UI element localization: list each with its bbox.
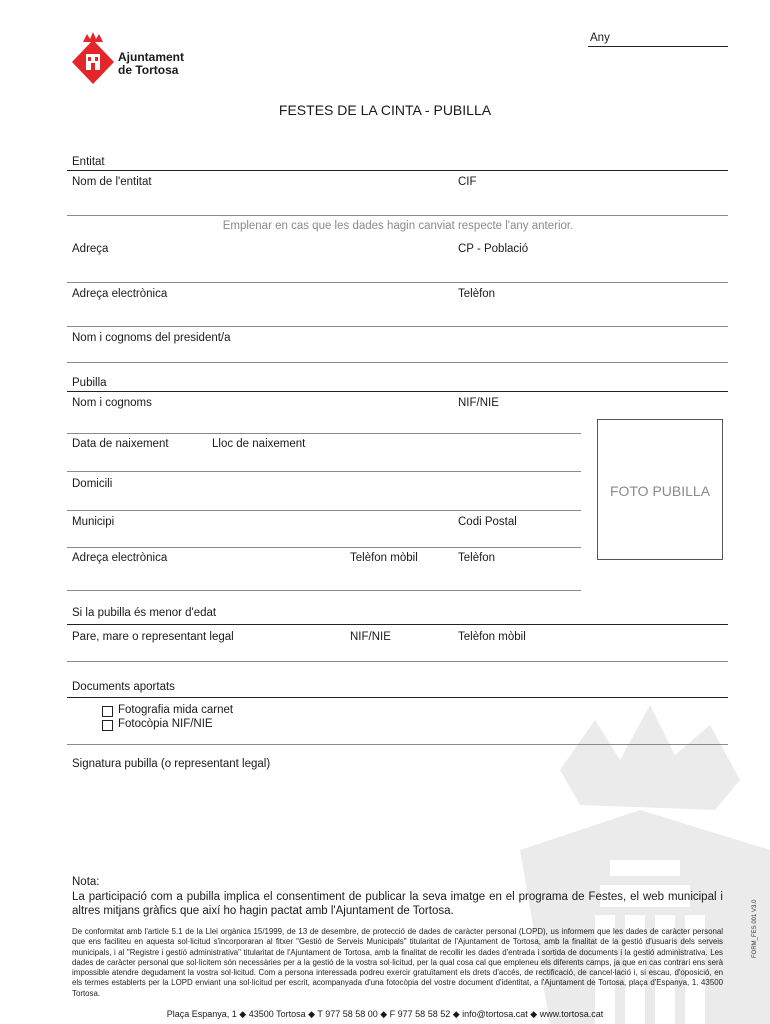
document-item-label: Fotografia mida carnet <box>118 704 234 716</box>
note-title: Nota: <box>72 876 100 888</box>
pubilla-nif-field[interactable] <box>456 408 584 436</box>
section-rule <box>67 391 728 392</box>
logo-line1: Ajuntament <box>118 50 184 64</box>
pubilla-mobil-field[interactable] <box>348 564 456 592</box>
logo-line2: de Tortosa <box>118 63 179 77</box>
photo-box-label: FOTO PUBILLA <box>609 483 711 499</box>
entitat-cif-label: CIF <box>458 176 477 188</box>
pubilla-lloc-label: Lloc de naixement <box>212 438 306 450</box>
logo <box>70 30 200 86</box>
pubilla-municipi-label: Municipi <box>72 516 115 528</box>
menor-mobil-label: Telèfon mòbil <box>458 631 526 643</box>
row-rule <box>67 661 728 662</box>
section-documents: Documents aportats <box>72 681 175 693</box>
row-rule <box>67 471 581 472</box>
entitat-adreca-label: Adreça <box>72 243 109 255</box>
section-rule <box>67 170 728 171</box>
year-label: Any <box>590 32 610 44</box>
section-pubilla: Pubilla <box>72 377 107 389</box>
section-entitat: Entitat <box>72 156 105 168</box>
entitat-cp-field[interactable] <box>456 256 730 284</box>
row-rule <box>67 362 728 363</box>
photo-box[interactable] <box>597 419 723 560</box>
row-rule <box>67 326 728 327</box>
signature-area[interactable] <box>70 775 500 870</box>
entitat-telefon-label: Telèfon <box>458 288 496 300</box>
checkbox-fotocopia[interactable] <box>102 720 113 731</box>
legal-text: De conformitat amb l'article 5.1 de la Llei orgànica 15/1999, de 13 de desembre, de protecció de dades de caràcter personal (LOPD), us informem que les dades de caràcter personal que ens faciliteu en aquesta sol·licitud s'incorporaran al fitxer "Gestió de Serveis Municipals" titularitat de l'Ajuntament de Tortosa, amb la finalitat de la gestió d'usuaris dels serveis municipals, i al "Registre i gestió administrativa" titularitat de l'Ajuntament de Tortosa, amb la finalitat de recollir les dades d'entrada i sortida de documents i la gestió administrativa. Les dades de caràcter personal que sol·licitem són necessàries per a la gestió de la vostra sol·licitud, per la qual cosa cal que empleneu els diferents camps, ja que en cas contrari ens serà impossible atendre degudament la vostra sol·licitud. Com a persona interessada podreu exercir gratuïtament els drets d'accés, de rectificació, de cancel·lació i, si escau, d'oposició, en els termes establerts per la LOPD enviant una sol·licitud per escrit, acompanyada d'una fotocòpia del vostre document d'identitat, a l'Ajuntament de Tortosa, plaça d'Espanya, 1. 43500 Tortosa. <box>72 927 723 998</box>
pubilla-data-label: Data de naixement <box>72 438 169 450</box>
form-code: FORM_FES 001 V3.0 <box>752 899 758 958</box>
pubilla-nif-label: NIF/NIE <box>458 397 499 409</box>
document-item-label: Fotocòpia NIF/NIE <box>118 718 213 730</box>
pubilla-nom-field[interactable] <box>70 408 454 436</box>
entitat-email-field[interactable] <box>70 301 454 329</box>
entitat-hint: Emplenar en cas que les dades hagin canviat respecte l'any anterior. <box>222 220 574 232</box>
row-rule <box>67 547 581 548</box>
pubilla-mobil-label: Telèfon mòbil <box>350 552 418 564</box>
page-title: FESTES DE LA CINTA - PUBILLA <box>278 102 492 118</box>
year-field[interactable] <box>612 24 730 52</box>
section-rule <box>67 697 728 698</box>
checkbox-fotografia[interactable] <box>102 706 113 717</box>
entitat-nom-label: Nom de l'entitat <box>72 176 152 188</box>
entitat-adreca-field[interactable] <box>70 256 454 284</box>
pubilla-cp-label: Codi Postal <box>458 516 517 528</box>
entitat-email-label: Adreça electrònica <box>72 288 168 300</box>
entitat-cp-label: CP - Població <box>458 243 529 255</box>
pubilla-nom-label: Nom i cognoms <box>72 397 152 409</box>
tortosa-crest-icon <box>70 30 116 84</box>
section-rule <box>67 624 728 625</box>
entitat-cif-field[interactable] <box>456 190 730 218</box>
row-rule <box>67 433 581 434</box>
row-rule <box>67 744 728 745</box>
pubilla-telefon-label: Telèfon <box>458 552 496 564</box>
pubilla-telefon-field[interactable] <box>456 564 584 592</box>
pubilla-domicili-field[interactable] <box>70 488 584 516</box>
menor-representant-label: Pare, mare o representant legal <box>72 631 234 643</box>
pubilla-domicili-label: Domicili <box>72 478 113 490</box>
pubilla-email-field[interactable] <box>70 564 346 592</box>
entitat-telefon-field[interactable] <box>456 301 730 329</box>
signature-label: Signatura pubilla (o representant legal) <box>72 758 271 770</box>
footer-contact: Plaça Espanya, 1 ◆ 43500 Tortosa ◆ T 977 58 58 00 ◆ F 977 58 58 52 ◆ info@tortosa.cat ◆ www.tortosa.cat <box>166 1009 604 1019</box>
section-menor: Si la pubilla és menor d'edat <box>72 607 217 619</box>
note-text: La participació com a pubilla implica el consentiment de publicar la seva imatge en el programa de Festes, el web municipal i altres mitjans gràfics que així ho hagin pactat amb l'Ajuntament de Tortosa. <box>72 891 723 917</box>
row-rule <box>67 590 581 591</box>
entitat-president-label: Nom i cognoms del president/a <box>72 332 231 344</box>
entitat-nom-field[interactable] <box>70 190 454 218</box>
row-rule <box>67 215 728 216</box>
row-rule <box>67 282 728 283</box>
pubilla-email-label: Adreça electrònica <box>72 552 168 564</box>
entitat-president-field[interactable] <box>70 345 730 373</box>
menor-nif-label: NIF/NIE <box>350 631 391 643</box>
row-rule <box>67 510 581 511</box>
year-underline <box>588 46 728 47</box>
